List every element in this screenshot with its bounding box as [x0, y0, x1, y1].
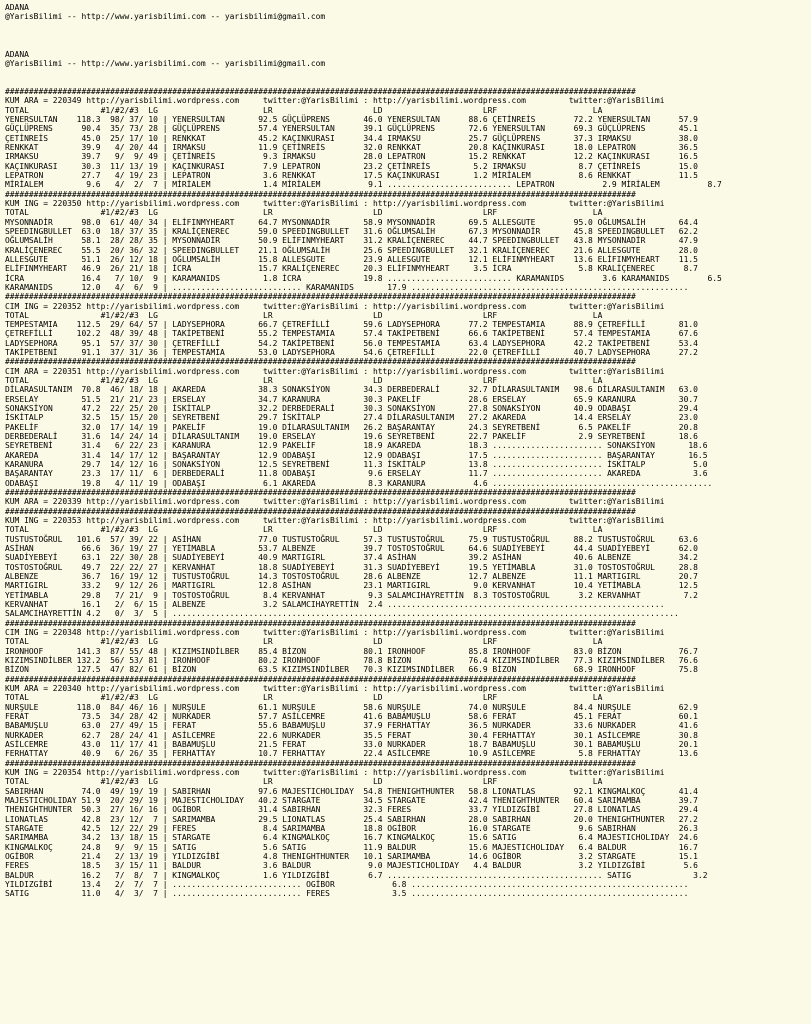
text-line: LEPATRON 27.7 4/ 19/ 23 | LEPATRON 3.6 RENKKAT 17.5 KAÇINKURASI 1.2 MİRİALEM 8.6 RENKKAT 11.5 — [5, 170, 698, 180]
text-line: FERHATTAY 40.9 6/ 26/ 35 | FERHATTAY 10.7 FERHATTAY 22.4 ASİLCEMRE 10.9 ASİLCEMRE 5.8 FERHATTAY 13.6 — [5, 749, 698, 759]
text-line — [5, 78, 811, 87]
text-line: ADANA — [5, 49, 29, 59]
text-line: CIM ING = 220348 http://yarisbilimi.wordpress.com twitter:@YarisBilimi : http://yarisbilimi.wordpress.com twitter:@YarisBilimi — [5, 627, 665, 637]
text-line: İCRA 16.4 7/ 10/ 9 | KARAMANIDS 1.8 İCRA 19.8 .......................... KARAMANIDS 3.6 KARAMANIDS 6.5 — [5, 273, 722, 283]
text-line: MİRİALEM 9.6 4/ 2/ 7 | MİRİALEM 1.4 MİRİALEM 9.1 .......................... LEPATRON 2.9 MİRİALEM 8.7 — [5, 180, 722, 190]
text-line: IRMAKSU 39.7 9/ 9/ 49 | ÇETİNREİS 9.3 IRMAKSU 28.0 LEPATRON 15.2 RENKKAT 12.2 KAÇINKURASI 16.5 — [5, 152, 698, 162]
text-line — [5, 31, 811, 40]
text-line: STARGATE 42.5 12/ 22/ 29 | FERES 8.4 SARIMAMBA 18.8 OGİBOR 16.0 STARGATE 9.6 SABIRHAN 26.3 — [5, 823, 698, 833]
text-line: MAJESTICHOLIDAY 51.9 20/ 29/ 19 | MAJESTICHOLIDAY 40.2 STARGATE 34.5 STARGATE 42.4 THENIGHTHUNTER 60.4 SARIMAMBA 39.7 — [5, 795, 698, 805]
text-line: ASİLCEMRE 43.0 11/ 17/ 41 | BABAMUŞLU 21.5 FERAT 33.0 NURKADER 18.7 BABAMUŞLU 30.1 BABAMUŞLU 20.1 — [5, 739, 698, 749]
text-line: KINGMALKOÇ 24.8 9/ 9/ 15 | SATIG 5.6 SATIG 11.9 BALDUR 15.6 MAJESTICHOLIDAY 6.4 BALDUR 16.7 — [5, 842, 698, 852]
text-line: ADANA — [5, 3, 29, 12]
text-line: PAKELİF 32.0 17/ 14/ 19 | PAKELİF 19.0 DİLARASULTANIM 26.2 BAŞARANTAY 24.3 SEYRETBENİ 6.5 PAKELİF 20.8 — [5, 422, 698, 432]
text-line: KUM ING = 220350 http://yarisbilimi.wordpress.com twitter:@YarisBilimi : http://yarisbilimi.wordpress.com twitter:@YarisBilimi — [5, 198, 665, 208]
separator-line: #################################################################################################################################### — [5, 488, 636, 498]
text-line: TOTAL #1/#2/#3 LG LR LD LRF LA — [5, 525, 603, 535]
text-line: KUM ARA = 220340 http://yarisbilimi.wordpress.com twitter:@YarisBilimi : http://yarisbilimi.wordpress.com twitter:@YarisBilimi — [5, 683, 665, 693]
text-line — [5, 22, 811, 31]
text-line: SUADİYEBEYİ 63.1 22/ 30/ 28 | SUADİYEBEYİ 40.9 MARTIGIRL 37.4 ASİHAN 39.2 ASİHAN 40.6 ALBENZE 34.2 — [5, 553, 698, 563]
text-line: ALBENZE 36.7 16/ 19/ 12 | TUSTUSTOĞRUL 14.3 TOSTOSTOĞRUL 28.6 ALBENZE 12.7 ALBENZE 11.1 MARTIGIRL 20.7 — [5, 572, 698, 582]
separator-line: #################################################################################################################################### — [5, 189, 636, 199]
text-line: KARAMANIDS 12.0 4/ 6/ 9 | ........................... KARAMANIDS 17.9 .......................................................... — [5, 282, 689, 292]
separator-line: #################################################################################################################################### — [5, 86, 636, 96]
text-line: MYSONNADİR 98.0 61/ 40/ 34 | ELİFINMYHEART 64.7 MYSONNADİR 58.9 MYSONNADİR 69.5 ALLESGUTE 95.0 OĞLUMSALİH 64.4 — [5, 217, 698, 227]
text-line: DİLARASULTANIM 70.8 46/ 18/ 18 | AKAREDA 38.3 SONAKSİYON 34.3 DERBEDERALİ 32.7 DİLARASULTANIM 98.6 DİLARASULTANIM 63.0 — [5, 385, 698, 395]
text-line: SPEEDINGBULLET 63.0 18/ 37/ 35 | KRALİÇENEREC 59.0 SPEEDINGBULLET 31.6 OĞLUMSALİH 67.3 MYSONNADİR 45.8 SPEEDINGBULLET 62.2 — [5, 226, 698, 236]
text-line: TOTAL #1/#2/#3 LG LR LD LRF LA — [5, 376, 603, 386]
text-line: AKAREDA 31.4 14/ 17/ 12 | BAŞARANTAY 12.9 ODABAŞI 12.9 ODABAŞI 17.5 ....................... BAŞARANTAY 16.5 — [5, 450, 708, 460]
text-line: KARANURA 29.7 14/ 12/ 16 | SONAKSİYON 12.5 SEYRETBENİ 11.3 İSKİTALP 13.8 ....................... İSKİTALP 5.0 — [5, 460, 708, 470]
text-line: SATIG 11.0 4/ 3/ 7 | ........................... FERES 3.5 .......................................................... — [5, 889, 689, 899]
text-line: TEMPESTAMIA 112.5 29/ 64/ 57 | LADYSEPHORA 66.7 ÇETREFİLLİ 59.6 LADYSEPHORA 77.2 TEMPESTAMIA 88.9 ÇETREFİLLİ 81.0 — [5, 320, 698, 330]
text-line: CIM ARA = 220351 http://yarisbilimi.wordpress.com twitter:@YarisBilimi : http://yarisbilimi.wordpress.com twitter:@YarisBilimi — [5, 366, 665, 376]
separator-line: #################################################################################################################################### — [5, 357, 636, 367]
text-line: KIZIMSINDİLBER 132.2 56/ 53/ 81 | IRONHOOF 80.2 IRONHOOF 78.8 BİZON 76.4 KIZIMSINDİLBER 77.3 KIZIMSINDİLBER 76.6 — [5, 655, 698, 665]
text-line: OGİBOR 21.4 2/ 13/ 19 | YILDIZGİBİ 4.8 THENIGHTHUNTER 10.1 SARIMAMBA 14.6 OGİBOR 3.2 STARGATE 15.1 — [5, 851, 698, 861]
text-line: KERVANHAT 16.1 2/ 6/ 15 | ALBENZE 3.2 SALAMCIHAYRETTİN 2.4 .......................................................... — [5, 600, 665, 609]
text-line: SABIRHAN 74.0 49/ 19/ 19 | SABIRHAN 97.6 MAJESTICHOLIDAY 54.8 THENIGHTHUNTER 58.8 LIONATLAS 92.1 KINGMALKOÇ 41.4 — [5, 786, 698, 796]
text-line: FERAT 73.5 34/ 28/ 42 | NURKADER 57.7 ASİLCEMRE 41.6 BABAMUŞLU 58.6 FERAT 45.1 FERAT 60.1 — [5, 711, 698, 721]
text-line: YENERSULTAN 118.3 98/ 37/ 10 | YENERSULTAN 92.5 GÜÇLÜPRENS 46.0 YENERSULTAN 88.6 ÇETİNREİS 72.2 YENERSULTAN 57.9 — [5, 114, 698, 124]
text-line: IRONHOOF 141.3 87/ 55/ 48 | KIZIMSINDİLBER 85.4 BİZON 80.1 IRONHOOF 85.8 IRONHOOF 83.0 BİZON 76.7 — [5, 646, 698, 656]
text-line: @YarisBilimi -- http://www.yarisbilimi.com -- yarisbilimi@gmail.com — [5, 12, 326, 22]
text-line: SARIMAMBA 34.2 13/ 18/ 15 | STARGATE 6.4 KINGMALKOÇ 16.7 KINGMALKOÇ 15.6 SATIG 6.4 MAJESTICHOLIDAY 24.6 — [5, 833, 698, 843]
text-line — [5, 68, 811, 77]
text-line: TAKİPETBENİ 91.1 37/ 31/ 36 | TEMPESTAMIA 53.0 LADYSEPHORA 54.6 ÇETREFİLLİ 22.0 ÇETREFİLLİ 40.7 LADYSEPHORA 27.2 — [5, 348, 698, 358]
text-line: MARTIGIRL 33.2 9/ 12/ 26 | MARTIGIRL 12.8 ASİHAN 23.1 MARTIGIRL 9.0 KERVANHAT 10.4 YETİMABLA 12.5 — [5, 581, 698, 591]
text-line: LIONATLAS 42.8 23/ 12/ 7 | SARIMAMBA 29.5 LIONATLAS 25.4 SABIRHAN 28.0 SABIRHAN 20.0 THENIGHTHUNTER 27.2 — [5, 814, 698, 824]
text-line: NURKADER 62.7 28/ 24/ 41 | ASİLCEMRE 22.6 NURKADER 35.5 FERAT 30.4 FERHATTAY 30.1 ASİLCEMRE 30.8 — [5, 730, 698, 740]
text-line: RENKKAT 39.9 4/ 20/ 44 | IRMAKSU 11.9 ÇETİNREİS 32.0 RENKKAT 20.8 KAÇINKURASI 18.0 LEPATRON 36.5 — [5, 142, 698, 152]
text-line: TOTAL #1/#2/#3 LG LR LD LRF LA — [5, 693, 603, 703]
text-line: TOTAL #1/#2/#3 LG LR LD LRF LA — [5, 105, 603, 115]
text-line: KRALİÇENEREC 55.5 20/ 36/ 32 | SPEEDINGBULLET 21.1 OĞLUMSALİH 25.6 SPEEDINGBULLET 32.1 KRALİÇENEREC 21.6 ALLESGUTE 28.0 — [5, 245, 698, 255]
text-line: FERES 18.5 3/ 15/ 11 | BALDUR 3.6 BALDUR 9.0 MAJESTICHOLIDAY 4.4 BALDUR 3.2 YILDIZGİBİ 5.6 — [5, 861, 698, 871]
text-line: BABAMUŞLU 63.0 27/ 49/ 15 | FERAT 55.6 BABAMUŞLU 37.9 FERHATTAY 36.5 NURKADER 33.6 NURKADER 41.6 — [5, 721, 698, 731]
text-line: TOTAL #1/#2/#3 LG LR LD LRF LA — [5, 310, 603, 320]
text-line: CIM ING = 220352 http://yarisbilimi.wordpress.com twitter:@YarisBilimi : http://yarisbilimi.wordpress.com twitter:@YarisBilimi — [5, 301, 665, 311]
separator-line: #################################################################################################################################### — [5, 506, 636, 516]
text-line: DERBEDERALİ 31.6 14/ 24/ 14 | DİLARASULTANIM 19.0 ERSELAY 19.6 SEYRETBENİ 22.7 PAKELİF 2.9 SEYRETBENİ 18.6 — [5, 432, 698, 442]
text-line: İSKİTALP 32.5 15/ 15/ 20 | SEYRETBENİ 29.7 İSKİTALP 27.4 DİLARASULTANIM 27.2 AKAREDA 14.4 ERSELAY 23.0 — [5, 413, 698, 423]
text-line: KUM ARA = 220339 http://yarisbilimi.wordpress.com twitter:@YarisBilimi : http://yarisbilimi.wordpress.com twitter:@YarisBilimi — [5, 497, 665, 507]
text-line: ÇETİNREİS 45.0 25/ 17/ 10 | RENKKAT 45.2 KAÇINKURASI 34.4 IRMAKSU 25.7 GÜÇLÜPRENS 37.3 IRMAKSU 38.0 — [5, 133, 698, 143]
text-line: BİZON 127.5 47/ 82/ 61 | BİZON 63.5 KIZIMSINDİLBER 70.3 KIZIMSINDİLBER 66.9 BİZON 68.9 IRONHOOF 75.8 — [5, 665, 698, 675]
text-line — [5, 40, 811, 49]
text-line: THENIGHTHUNTER 50.3 27/ 16/ 16 | OGİBOR 31.4 SABIRHAN 32.3 FERES 33.7 YILDIZGİBİ 27.8 LIONATLAS 29.4 — [5, 805, 698, 815]
text-line: TOSTOSTOĞRUL 49.7 22/ 22/ 27 | KERVANHAT 18.8 SUADİYEBEYİ 31.3 SUADİYEBEYİ 19.5 YETİMABLA 31.0 TOSTOSTOĞRUL 28.8 — [5, 562, 698, 572]
text-line: GÜÇLÜPRENS 90.4 35/ 73/ 28 | GÜÇLÜPRENS 57.4 YENERSULTAN 39.1 GÜÇLÜPRENS 72.6 YENERSULTAN 69.3 GÜÇLÜPRENS 45.1 — [5, 124, 698, 134]
text-line: ALLESGUTE 51.1 26/ 12/ 18 | OĞLUMSALİH 15.8 ALLESGUTE 23.9 ALLESGUTE 12.1 ELİFINMYHEART 13.6 ELİFINMYHEART 11.5 — [5, 254, 698, 264]
text-line: TOTAL #1/#2/#3 LG LR LD LRF LA — [5, 637, 603, 647]
text-line: SONAKSİYON 47.2 22/ 25/ 20 | İSKİTALP 32.2 DERBEDERALİ 30.3 SONAKSİYON 27.8 SONAKSİYON 40.9 ODABAŞI 29.4 — [5, 404, 698, 414]
text-line: ERSELAY 51.5 21/ 21/ 23 | ERSELAY 34.7 KARANURA 30.3 PAKELİF 28.6 ERSELAY 65.9 KARANURA 30.7 — [5, 394, 698, 404]
text-line: KAÇINKURASI 30.3 11/ 13/ 19 | KAÇINKURASI 7.9 LEPATRON 23.2 ÇETİNREİS 5.2 IRMAKSU 8.7 ÇETİNREİS 15.0 — [5, 161, 698, 171]
text-line: YETİMABLA 29.8 7/ 21/ 9 | TOSTOSTOĞRUL 8.4 KERVANHAT 9.3 SALAMCIHAYRETTİN 8.3 TOSTOSTOĞRUL 3.2 KERVANHAT 7.2 — [5, 590, 698, 600]
text-line: LADYSEPHORA 95.1 57/ 37/ 30 | ÇETREFİLLİ 54.2 TAKİPETBENİ 56.0 TEMPESTAMIA 63.4 LADYSEPHORA 42.2 TAKİPETBENİ 53.4 — [5, 338, 698, 348]
text-line: KUM ING = 220354 http://yarisbilimi.wordpress.com twitter:@YarisBilimi : http://yarisbilimi.wordpress.com twitter:@YarisBilimi — [5, 767, 665, 777]
text-line: ODABAŞI 19.8 4/ 11/ 19 | ODABAŞI 6.1 AKAREDA 8.3 KARANURA 4.6 .............................................. — [5, 478, 713, 488]
text-line: @YarisBilimi -- http://www.yarisbilimi.com -- yarisbilimi@gmail.com — [5, 58, 326, 68]
text-line: TOTAL #1/#2/#3 LG LR LD LRF LA — [5, 777, 603, 787]
text-line: BALDUR 16.2 7/ 8/ 7 | KINGMALKOÇ 1.6 YILDIZGİBİ 6.7 ............................................. SATIG 3.2 — [5, 870, 708, 880]
text-line: NURŞULE 118.0 84/ 46/ 16 | NURŞULE 61.1 NURŞULE 58.6 NURŞULE 74.0 NURŞULE 84.4 NURŞULE 62.9 — [5, 702, 698, 712]
text-line: OĞLUMSALİH 58.1 28/ 28/ 35 | MYSONNADİR 50.9 ELİFINMYHEART 31.2 KRALİÇENEREC 44.7 SPEEDINGBULLET 43.8 MYSONNADİR 47.9 — [5, 236, 698, 246]
text-line: SEYRETBENİ 31.4 6/ 22/ 23 | KARANURA 12.9 PAKELİF 18.9 AKAREDA 18.3 ....................... SONAKSİYON 18.6 — [5, 441, 708, 451]
text-line: ELİFINMYHEART 46.9 26/ 21/ 18 | İCRA 15.7 KRALİÇENEREC 20.3 ELİFINMYHEART 3.5 İCRA 5.8 KRALİÇENEREC 8.7 — [5, 264, 698, 274]
text-line: KUM ARA = 220349 http://yarisbilimi.wordpress.com twitter:@YarisBilimi : http://yarisbilimi.wordpress.com twitter:@YarisBilimi — [5, 96, 665, 106]
text-line: ASİHAN 66.6 36/ 19/ 27 | YETİMABLA 53.7 ALBENZE 39.7 TOSTOSTOĞRUL 64.6 SUADİYEBEYİ 44.4 SUADİYEBEYİ 62.0 — [5, 544, 698, 554]
text-line: YILDIZGİBİ 13.4 2/ 7/ 7 | ........................... OGİBOR 6.8 .......................................................... — [5, 879, 689, 889]
text-line: BAŞARANTAY 23.3 17/ 11/ 6 | DERBEDERALİ 11.8 ODABAŞI 9.6 ERSELAY 11.7 ....................... AKAREDA 3.6 — [5, 469, 708, 479]
text-line: TUSTUSTOĞRUL 101.6 57/ 39/ 22 | ASİHAN 77.0 TUSTUSTOĞRUL 57.3 TUSTUSTOĞRUL 75.9 TUSTUSTOĞRUL 88.2 TUSTUSTOĞRUL 63.6 — [5, 534, 698, 544]
text-line: ÇETREFİLLİ 102.2 48/ 39/ 48 | TAKİPETBENİ 55.2 TEMPESTAMIA 57.4 TAKİPETBENİ 66.6 TAKİPETBENİ 57.4 TEMPESTAMIA 67.6 — [5, 329, 698, 339]
text-line: TOTAL #1/#2/#3 LG LR LD LRF LA — [5, 208, 603, 218]
separator-line: #################################################################################################################################### — [5, 674, 636, 684]
text-line: KUM ING = 220353 http://yarisbilimi.wordpress.com twitter:@YarisBilimi : http://yarisbilimi.wordpress.com twitter:@YarisBilimi — [5, 516, 665, 526]
separator-line: #################################################################################################################################### — [5, 292, 636, 302]
separator-line: #################################################################################################################################### — [5, 618, 636, 628]
text-line: SALAMCIHAYRETTİN 4.2 0/ 3/ 5 | .......................................................................................................... — [5, 609, 679, 619]
separator-line: #################################################################################################################################### — [5, 758, 636, 768]
